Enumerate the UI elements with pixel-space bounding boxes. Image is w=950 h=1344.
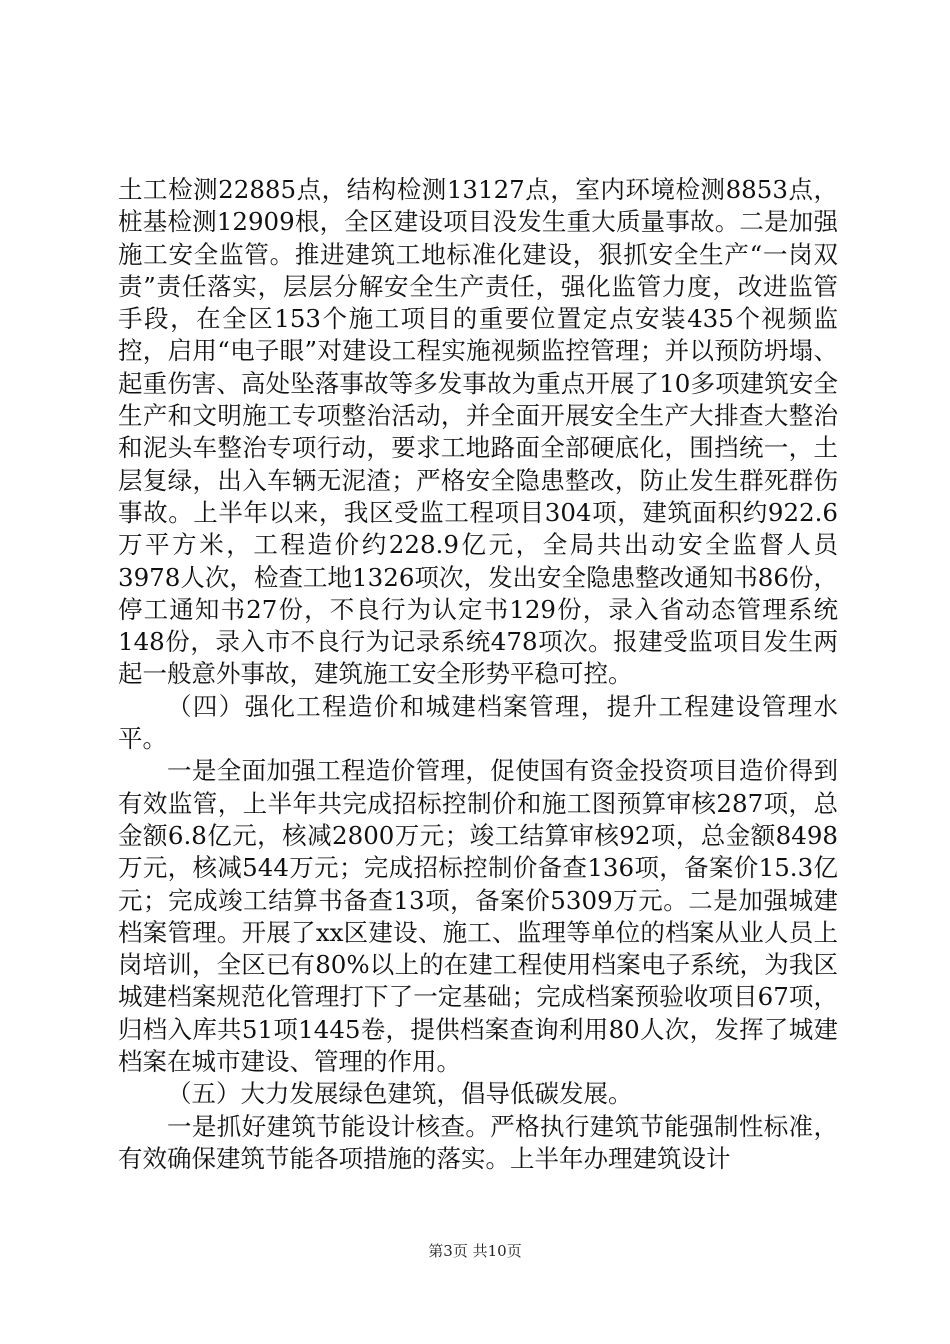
paragraph-energy-saving: 一是抓好建筑节能设计核查。严格执行建筑节能强制性标准，有效确保建筑节能各项措施的落实。上半年办理建筑设计 [118, 1111, 838, 1173]
document-body [118, 174, 838, 1175]
heading-section-four: （四）强化工程造价和城建档案管理，提升工程建设管理水平。 [118, 691, 838, 754]
paragraph-quality-safety: 土工检测22885点，结构检测13127点，室内环境检测8853点，桩基检测12909根，全区建设项目没发生重大质量事故。二是加强施工安全监管。推进建筑工地标准化建设，狠抓安全生产“一岗双责”责任落实，层层分解安全生产责任，强化监管力度，改进监管手段，在全区153个施工项目的重要位置定点安装435个视频监控，启用“电子眼”对建设工程实施视频监控管理；并以预防坍塌、起重伤害、高处坠落事故等多发事故为重点开展了10多项建筑安全生产和文明施工专项整治活动，并全面开展安全生产大排查大整治和泥头车整治专项行动，要求工地路面全部硬底化，围挡统一，土层复绿，出入车辆无泥渣；严格安全隐患整改，防止发生群死群伤事故。上半年以来，我区受监工程项目304项，建筑面积约922.6万平方米，工程造价约228.9亿元，全局共出动安全监督人员3978人次，检查工地1326项次，发出安全隐患整改通知书86份，停工通知书27份，不良行为认定书129份，录入省动态管理系统148份，录入市不良行为记录系统478项次。报建受监项目发生两起一般意外事故，建筑施工安全形势平稳可控。 [118, 175, 838, 689]
heading-section-five: （五）大力发展绿色建筑，倡导低碳发展。 [167, 1079, 633, 1109]
paragraph-cost-archives: 一是全面加强工程造价管理，促使国有资金投资项目造价得到有效监管，上半年共完成招标控制价和施工图预算审核287项，总金额6.8亿元，核减2800万元；竣工结算审核92项，总金额8498万元，核减544万元；完成招标控制价备查136项，备案价15.3亿元；完成竣工结算书备查13项，备案价5309万元。二是加强城建档案管理。开展了xx区建设、施工、监理等单位的档案从业人员上岗培训，全区已有80%以上的在建工程使用档案电子系统，为我区城建档案规范化管理打下了一定基础；完成档案预验收项目67项，归档入库共51项1445卷，提供档案查询利用80人次，发挥了城建档案在城市建设、管理的作用。 [118, 756, 838, 1077]
page-number-footer: 第3页 共10页 [428, 1242, 522, 1260]
